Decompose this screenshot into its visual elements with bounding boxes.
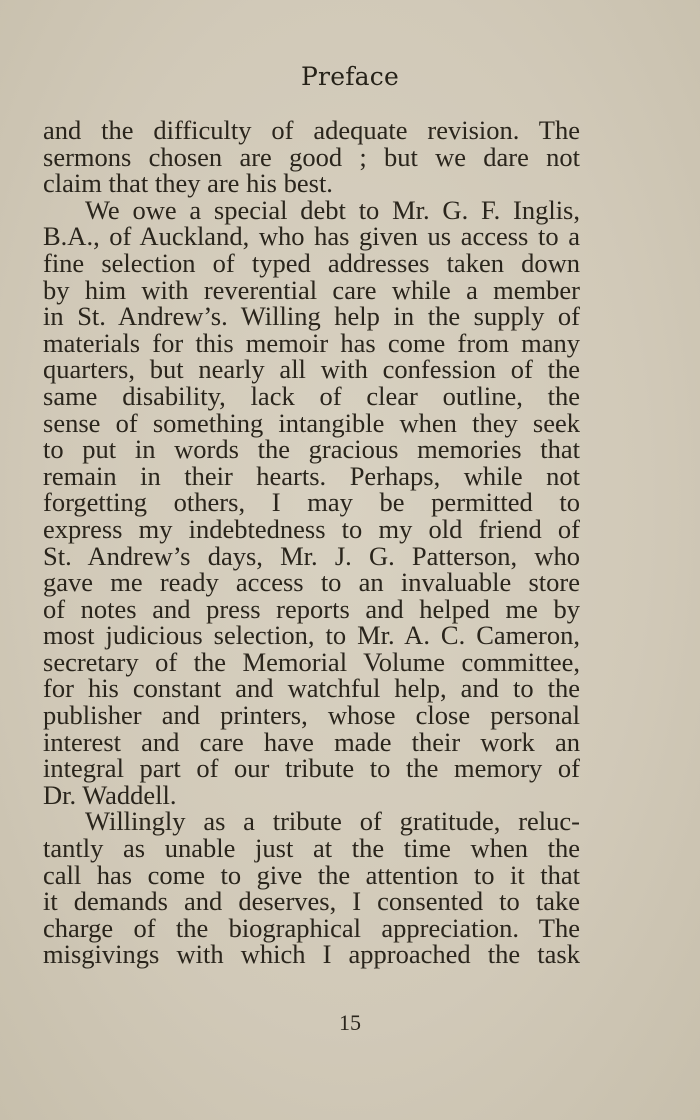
text-line: same disability, lack of clear outline, the bbox=[43, 380, 580, 411]
text-line: in St. Andrew’s. Willing help in the supply of bbox=[43, 301, 580, 332]
text-line: Dr. Waddell. bbox=[43, 779, 177, 810]
text-line: gave me ready access to an invaluable store bbox=[43, 567, 580, 598]
text-line: sense of something intangible when they seek bbox=[43, 407, 580, 438]
text-line: claim that they are his best. bbox=[43, 168, 333, 199]
text-line: materials for this memoir has come from many bbox=[43, 327, 580, 358]
text-line: it demands and deserves, I consented to take bbox=[43, 886, 580, 917]
paragraph-start-line: Willingly as a tribute of gratitude, reluc- bbox=[85, 806, 580, 837]
text-line: quarters, but nearly all with confession of the bbox=[43, 354, 580, 385]
text-line: express my indebtedness to my old friend of bbox=[43, 513, 580, 544]
text-line: fine selection of typed addresses taken down bbox=[43, 247, 580, 278]
text-line: interest and care have made their work an bbox=[43, 726, 580, 757]
page-number: 15 bbox=[339, 1010, 361, 1035]
text-line: forgetting others, I may be permitted to bbox=[43, 487, 580, 518]
text-line: charge of the biographical appreciation. The bbox=[43, 912, 580, 943]
running-head: Preface bbox=[301, 62, 399, 91]
body-text bbox=[43, 117, 580, 968]
text-line: B.A., of Auckland, who has given us access to a bbox=[43, 221, 580, 252]
text-line: St. Andrew’s days, Mr. J. G. Patterson, who bbox=[43, 540, 580, 571]
text-line: secretary of the Memorial Volume committee, bbox=[43, 646, 580, 677]
text-line: publisher and printers, whose close personal bbox=[43, 700, 580, 731]
text-line: to put in words the gracious memories that bbox=[43, 434, 580, 465]
text-line: by him with reverential care while a member bbox=[43, 274, 580, 305]
paragraph-start-line: We owe a special debt to Mr. G. F. Inglis, bbox=[85, 194, 580, 225]
text-line: misgivings with which I approached the task bbox=[43, 939, 580, 970]
text-line: for his constant and watchful help, and to the bbox=[43, 673, 580, 704]
text-line: of notes and press reports and helped me by bbox=[43, 593, 580, 624]
text-line: sermons chosen are good ; but we dare not bbox=[43, 141, 580, 172]
text-line: call has come to give the attention to it that bbox=[43, 859, 580, 890]
text-line: remain in their hearts. Perhaps, while not bbox=[43, 460, 580, 491]
text-line: and the difficulty of adequate revision. The bbox=[43, 115, 580, 145]
text-line: most judicious selection, to Mr. A. C. Cameron, bbox=[43, 620, 580, 651]
text-line: integral part of our tribute to the memory of bbox=[43, 753, 580, 784]
text-line: tantly as unable just at the time when the bbox=[43, 833, 580, 864]
